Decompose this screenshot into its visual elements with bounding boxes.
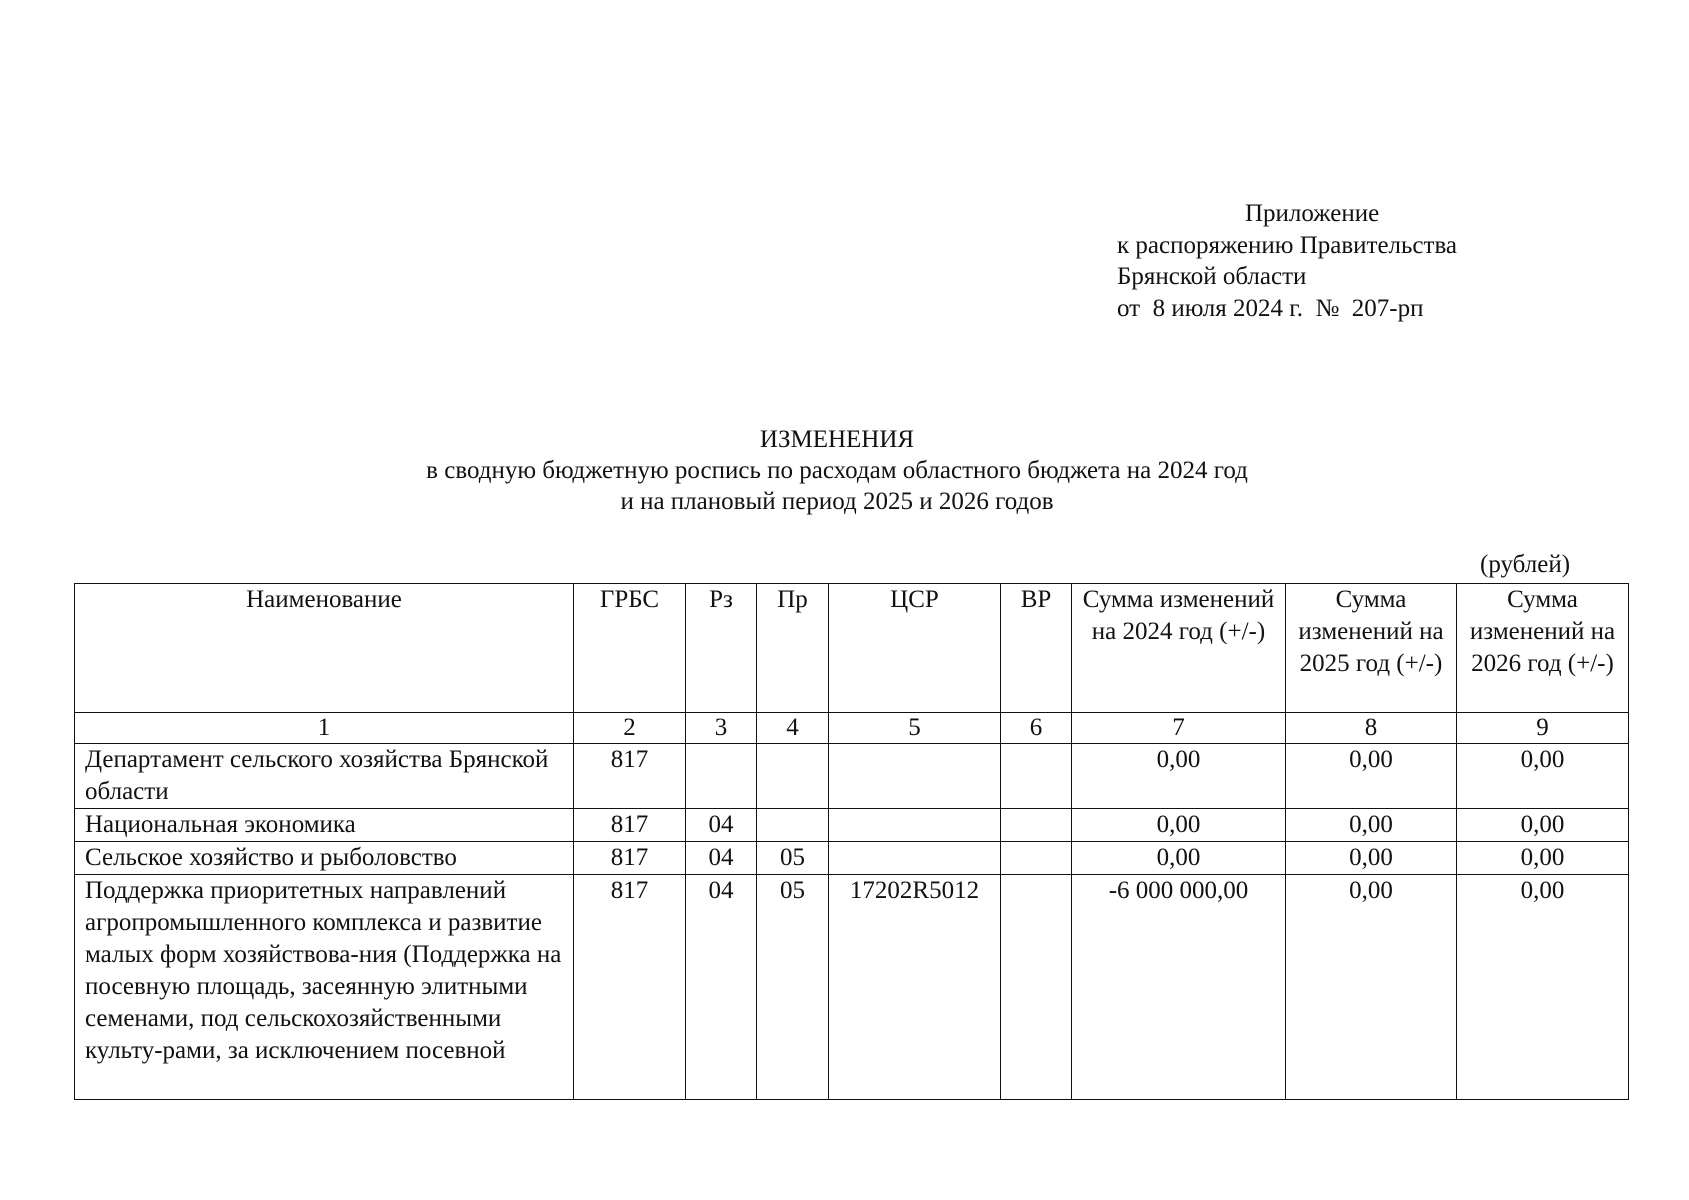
column-header: Рз [686,584,757,713]
amount-2025-cell: 0,00 [1286,744,1457,809]
column-number: 6 [1001,713,1072,744]
heading-subtitle: в сводную бюджетную роспись по расходам областного бюджета на 2024 год [426,457,1248,484]
amount-2026-cell: 0,00 [1457,744,1629,809]
amount-2026-cell: 0,00 [1457,809,1629,842]
rz-cell: 04 [686,842,757,875]
amount-2024-cell: -6 000 000,00 [1072,875,1286,1100]
column-number-row [75,713,1629,744]
column-header: Сумма изменений на 2026 год (+/-) [1457,584,1629,713]
column-number: 4 [757,713,829,744]
pr-cell [757,744,829,809]
appendix-line: Брянской области [1117,263,1307,290]
column-number: 9 [1457,713,1629,744]
column-number: 5 [829,713,1001,744]
table-row [75,875,1629,1100]
appendix-line: к распоряжению Правительства [1117,231,1458,259]
units-label: (рублей) [1480,551,1571,578]
grbs-cell: 817 [574,875,686,1100]
rz-cell: 04 [686,809,757,842]
appendix-block [1117,198,1457,324]
appendix-title: Приложение [1245,200,1380,227]
csr-cell [829,842,1001,875]
grbs-cell: 817 [574,809,686,842]
grbs-cell: 817 [574,744,686,809]
row-name: Поддержка приоритетных направлений агропромышленного комплекса и развитие малых форм хозяйствова-ния (Поддержка на посевную площадь, засеянную элитными семенами, под сельскохозяйственными культу-рами, за исключением посевной [75,875,574,1100]
column-header: Наименование [75,584,574,713]
amount-2024-cell: 0,00 [1072,809,1286,842]
appendix-date-number: от 8 июля 2024 г. № 207-рп [1117,294,1424,322]
csr-cell [829,744,1001,809]
document-heading [0,424,1674,517]
heading-subtitle: и на плановый период 2025 и 2026 годов [620,488,1054,515]
column-header: Сумма изменений на 2025 год (+/-) [1286,584,1457,713]
csr-cell: 17202R5012 [829,875,1001,1100]
grbs-cell: 817 [574,842,686,875]
amount-2025-cell: 0,00 [1286,809,1457,842]
budget-changes-table [74,583,1629,1100]
column-header: Пр [757,584,829,713]
vr-cell [1001,842,1072,875]
column-number: 8 [1286,713,1457,744]
column-number: 3 [686,713,757,744]
table-row [75,842,1629,875]
column-number: 1 [75,713,574,744]
pr-cell [757,809,829,842]
vr-cell [1001,809,1072,842]
row-name: Сельское хозяйство и рыболовство [75,842,574,875]
pr-cell: 05 [757,875,829,1100]
column-number: 2 [574,713,686,744]
vr-cell [1001,744,1072,809]
amount-2026-cell: 0,00 [1457,875,1629,1100]
row-name: Департамент сельского хозяйства Брянской области [75,744,574,809]
column-header: ВР [1001,584,1072,713]
csr-cell [829,809,1001,842]
amount-2025-cell: 0,00 [1286,875,1457,1100]
column-header: ЦСР [829,584,1001,713]
pr-cell: 05 [757,842,829,875]
rz-cell: 04 [686,875,757,1100]
vr-cell [1001,875,1072,1100]
amount-2024-cell: 0,00 [1072,744,1286,809]
amount-2024-cell: 0,00 [1072,842,1286,875]
table-row [75,744,1629,809]
heading-title: ИЗМЕНЕНИЯ [759,426,915,453]
table-header-row [75,584,1629,713]
column-number: 7 [1072,713,1286,744]
amount-2025-cell: 0,00 [1286,842,1457,875]
amount-2026-cell: 0,00 [1457,842,1629,875]
row-name: Национальная экономика [75,809,574,842]
table-row [75,809,1629,842]
rz-cell [686,744,757,809]
column-header: Сумма изменений на 2024 год (+/-) [1072,584,1286,713]
column-header: ГРБС [574,584,686,713]
